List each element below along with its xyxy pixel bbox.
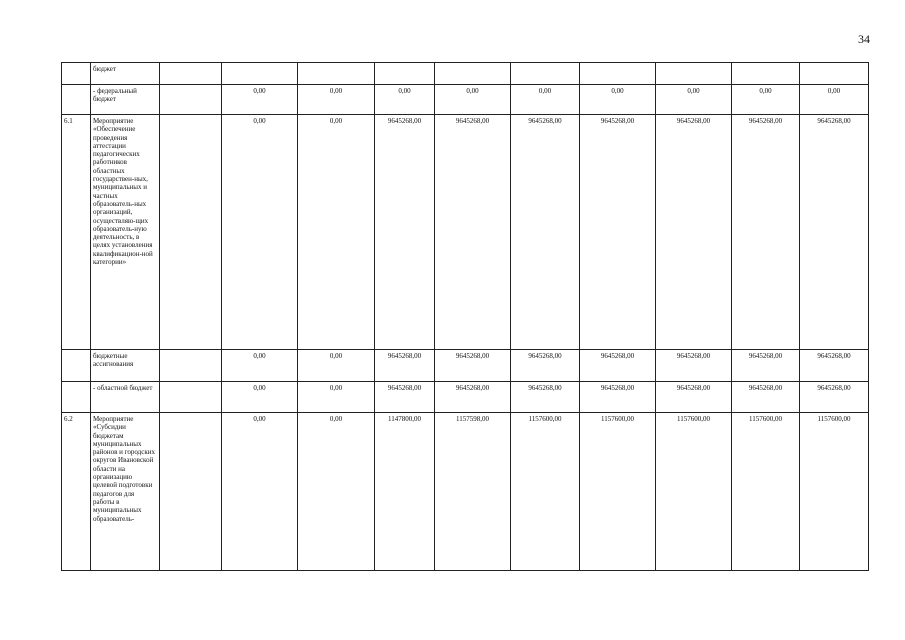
- value-cell: 1157600,00: [511, 413, 580, 571]
- row-extra-cell: [160, 85, 222, 115]
- value-cell: 0,00: [298, 350, 375, 382]
- value-cell: 1147800,00: [375, 413, 435, 571]
- row-name-cell: бюджет: [91, 63, 160, 85]
- value-cell: 9645268,00: [435, 115, 511, 350]
- page-number: 34: [858, 32, 870, 46]
- value-cell: 9645268,00: [435, 382, 511, 413]
- value-cell: [375, 63, 435, 85]
- row-index-cell: [62, 63, 91, 85]
- value-cell: 0,00: [656, 85, 732, 115]
- value-cell: 0,00: [222, 382, 298, 413]
- value-cell: 0,00: [298, 382, 375, 413]
- value-cell: 9645268,00: [375, 115, 435, 350]
- value-cell: 9645268,00: [580, 382, 656, 413]
- value-cell: 9645268,00: [511, 350, 580, 382]
- value-cell: 1157598,00: [435, 413, 511, 571]
- value-cell: 0,00: [222, 350, 298, 382]
- row-index-cell: [62, 382, 91, 413]
- row-name-cell: - областной бюджет: [91, 382, 160, 413]
- value-cell: 9645268,00: [511, 115, 580, 350]
- row-extra-cell: [160, 63, 222, 85]
- row-name-cell: - федеральный бюджет: [91, 85, 160, 115]
- value-cell: 0,00: [511, 85, 580, 115]
- value-cell: 9645268,00: [732, 350, 800, 382]
- row-name-cell: Мероприятие «Субсидии бюджетам муниципальных районов и городских округов Ивановской области на организацию целевой подготовки педагогов для работы в муниципальных образователь-: [91, 413, 160, 571]
- value-cell: [298, 63, 375, 85]
- value-cell: 9645268,00: [656, 382, 732, 413]
- value-cell: 9645268,00: [732, 382, 800, 413]
- row-index-cell: 6.2: [62, 413, 91, 571]
- budget-table: [61, 62, 869, 571]
- value-cell: [435, 63, 511, 85]
- value-cell: 1157600,00: [732, 413, 800, 571]
- value-cell: 0,00: [222, 115, 298, 350]
- value-cell: 1157600,00: [656, 413, 732, 571]
- table-row: [62, 350, 869, 382]
- value-cell: 9645268,00: [435, 350, 511, 382]
- value-cell: 9645268,00: [511, 382, 580, 413]
- value-cell: 9645268,00: [375, 350, 435, 382]
- row-name-cell: бюджетные ассигнования: [91, 350, 160, 382]
- table-row: [62, 85, 869, 115]
- row-extra-cell: [160, 350, 222, 382]
- table-row: [62, 382, 869, 413]
- value-cell: 0,00: [580, 85, 656, 115]
- row-index-cell: 6.1: [62, 115, 91, 350]
- value-cell: 0,00: [800, 85, 869, 115]
- value-cell: 1157600,00: [800, 413, 869, 571]
- value-cell: [222, 63, 298, 85]
- table-row: [62, 63, 869, 85]
- row-index-cell: [62, 85, 91, 115]
- value-cell: 1157600,00: [580, 413, 656, 571]
- value-cell: 9645268,00: [800, 350, 869, 382]
- value-cell: 9645268,00: [580, 350, 656, 382]
- value-cell: 0,00: [298, 413, 375, 571]
- row-name-cell: Мероприятие «Обеспечение проведения аттестации педагогических работников областных государствен-ных, муниципальных и частных образователь-ных организаций, осуществляю-щих образователь-ную деятельность, в целях установления квалификацион-ной категории»: [91, 115, 160, 350]
- value-cell: [800, 63, 869, 85]
- value-cell: 9645268,00: [800, 382, 869, 413]
- value-cell: 0,00: [732, 85, 800, 115]
- value-cell: [732, 63, 800, 85]
- row-index-cell: [62, 350, 91, 382]
- row-extra-cell: [160, 382, 222, 413]
- value-cell: 9645268,00: [375, 382, 435, 413]
- value-cell: [580, 63, 656, 85]
- value-cell: 9645268,00: [656, 115, 732, 350]
- table-row: [62, 115, 869, 350]
- value-cell: 0,00: [222, 413, 298, 571]
- row-extra-cell: [160, 115, 222, 350]
- value-cell: [656, 63, 732, 85]
- value-cell: 0,00: [375, 85, 435, 115]
- row-extra-cell: [160, 413, 222, 571]
- table-row: [62, 413, 869, 571]
- value-cell: 0,00: [435, 85, 511, 115]
- value-cell: 0,00: [298, 85, 375, 115]
- value-cell: 0,00: [222, 85, 298, 115]
- value-cell: 0,00: [298, 115, 375, 350]
- value-cell: 9645268,00: [800, 115, 869, 350]
- value-cell: 9645268,00: [580, 115, 656, 350]
- value-cell: 9645268,00: [656, 350, 732, 382]
- value-cell: [511, 63, 580, 85]
- value-cell: 9645268,00: [732, 115, 800, 350]
